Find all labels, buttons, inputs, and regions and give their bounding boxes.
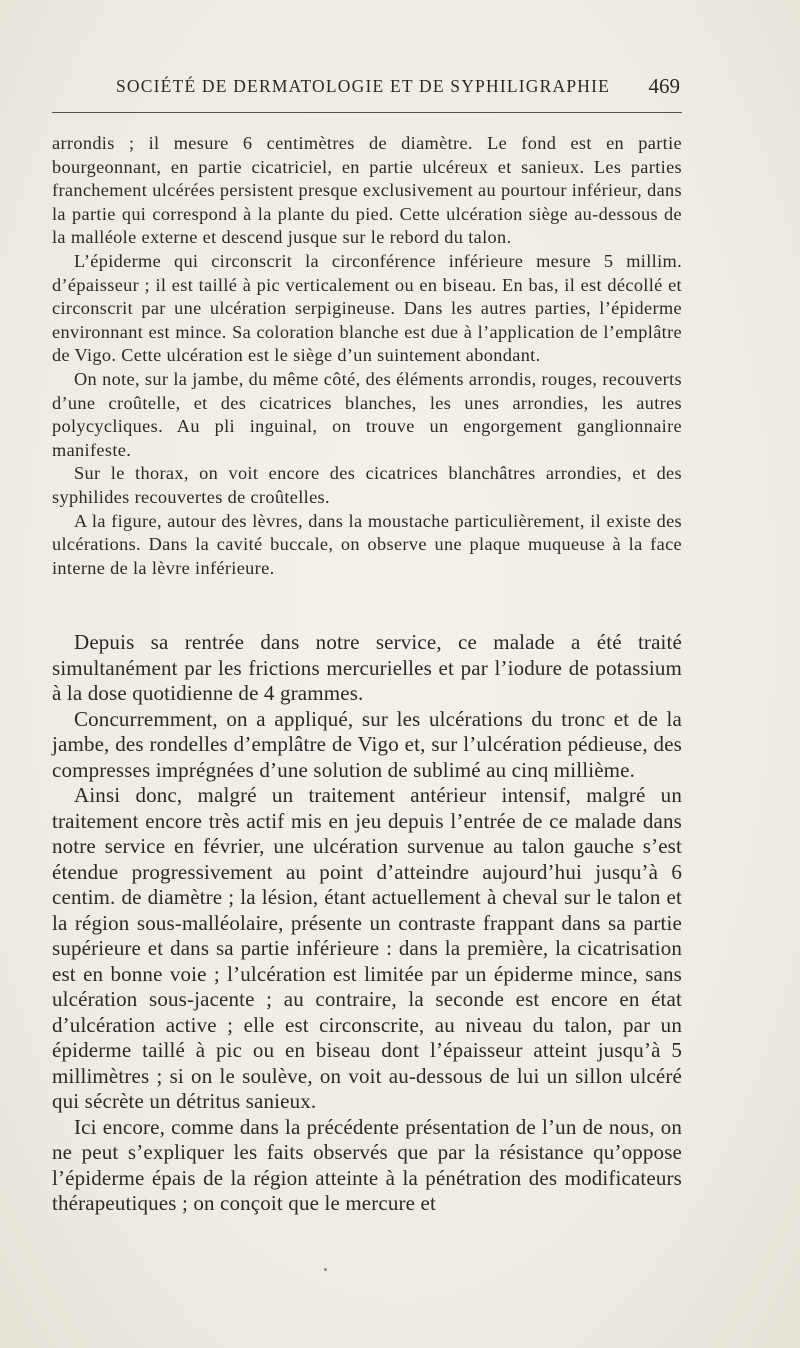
header-rule — [52, 112, 682, 113]
clinical-observation — [52, 132, 682, 580]
page-header — [52, 74, 682, 104]
paragraph: Depuis sa rentrée dans notre service, ce malade a été traité simultanément par les frictions mercurielles et par l’iodure de potassium à la dose quotidienne de 4 grammes. — [52, 630, 682, 705]
paragraph: A la figure, autour des lèvres, dans la moustache particulièrement, il existe des ulcérations. Dans la cavité buccale, on observe une plaque muqueuse à la face interne de la lèvre inférieure. — [52, 510, 682, 578]
paragraph: L’épiderme qui circonscrit la circonférence inférieure mesure 5 millim. d’épaisseur ; il est taillé à pic verticalement ou en biseau. En bas, il est décollé et circonscrit par une ulcération serpigineuse. Dans les autres parties, l’épiderme environnant est mince. Sa coloration blanche est due à l’application de l’emplâtre de Vigo. Cette ulcération est le siège d’un suintement abondant. — [52, 250, 682, 366]
paragraph: Sur le thorax, on voit encore des cicatrices blanchâtres arrondies, et des syphilides recouvertes de croûtelles. — [52, 463, 682, 507]
paragraph: arrondis ; il mesure 6 centimètres de diamètre. Le fond est en partie bourgeonnant, en partie cicatriciel, en partie ulcéreux et sanieux. Les parties franchement ulcérées persistent presque exclusivement au pourtour inférieur, dans la partie qui correspond à la plante du pied. Cette ulcération siège au-dessous de la malléole externe et descend jusque sur le rebord du talon. — [52, 133, 682, 248]
paragraph: Ainsi donc, malgré un traitement antérieur intensif, malgré un traitement encore très actif mis en jeu depuis l’entrée de ce malade dans notre service en février, une ulcération survenue au talon gauche s’est étendue progressivement au point d’atteindre aujourd’hui jusqu’à 6 centim. de diamètre ; la lésion, étant actuellement à cheval sur le talon et la région sous-malléolaire, présente un contraste frappant dans sa partie supérieure et dans sa partie inférieure : dans la première, la cicatrisation est en bonne voie ; l’ulcération est limitée par un épiderme mince, sans ulcération sous-jacente ; au contraire, la seconde est encore en état d’ulcération active ; elle est circonscrite, au niveau du talon, par un épiderme taillé à pic ou en biseau dont l’épaisseur atteint jusqu’à 5 millimètres ; si on le soulève, on voit au-dessous de lui un sillon ulcéré qui sécrète un détritus sanieux. — [52, 783, 682, 1113]
discussion-text — [52, 630, 682, 1217]
paragraph: On note, sur la jambe, du même côté, des éléments arrondis, rouges, recouverts d’une croûtelle, et des cicatrices blanches, les unes arrondies, les autres polycycliques. Au pli inguinal, on trouve un engorgement ganglionnaire manifeste. — [52, 368, 682, 460]
page-number: 469 — [648, 74, 680, 98]
running-head: SOCIÉTÉ DE DERMATOLOGIE ET DE SYPHILIGRAPHIE — [116, 76, 611, 96]
paragraph: Concurremment, on a appliqué, sur les ulcérations du tronc et de la jambe, des rondelles d’emplâtre de Vigo et, sur l’ulcération pédieuse, des compresses imprégnées d’une solution de sublimé au cinq millième. — [52, 706, 682, 782]
paper-speck — [324, 1268, 327, 1271]
paragraph: Ici encore, comme dans la précédente présentation de l’un de nous, on ne peut s’expliquer les faits observés que par la résistance qu’oppose l’épiderme épais de la région atteinte à la pénétration des modificateurs thérapeutiques ; on conçoit que le mercure et — [52, 1114, 682, 1215]
